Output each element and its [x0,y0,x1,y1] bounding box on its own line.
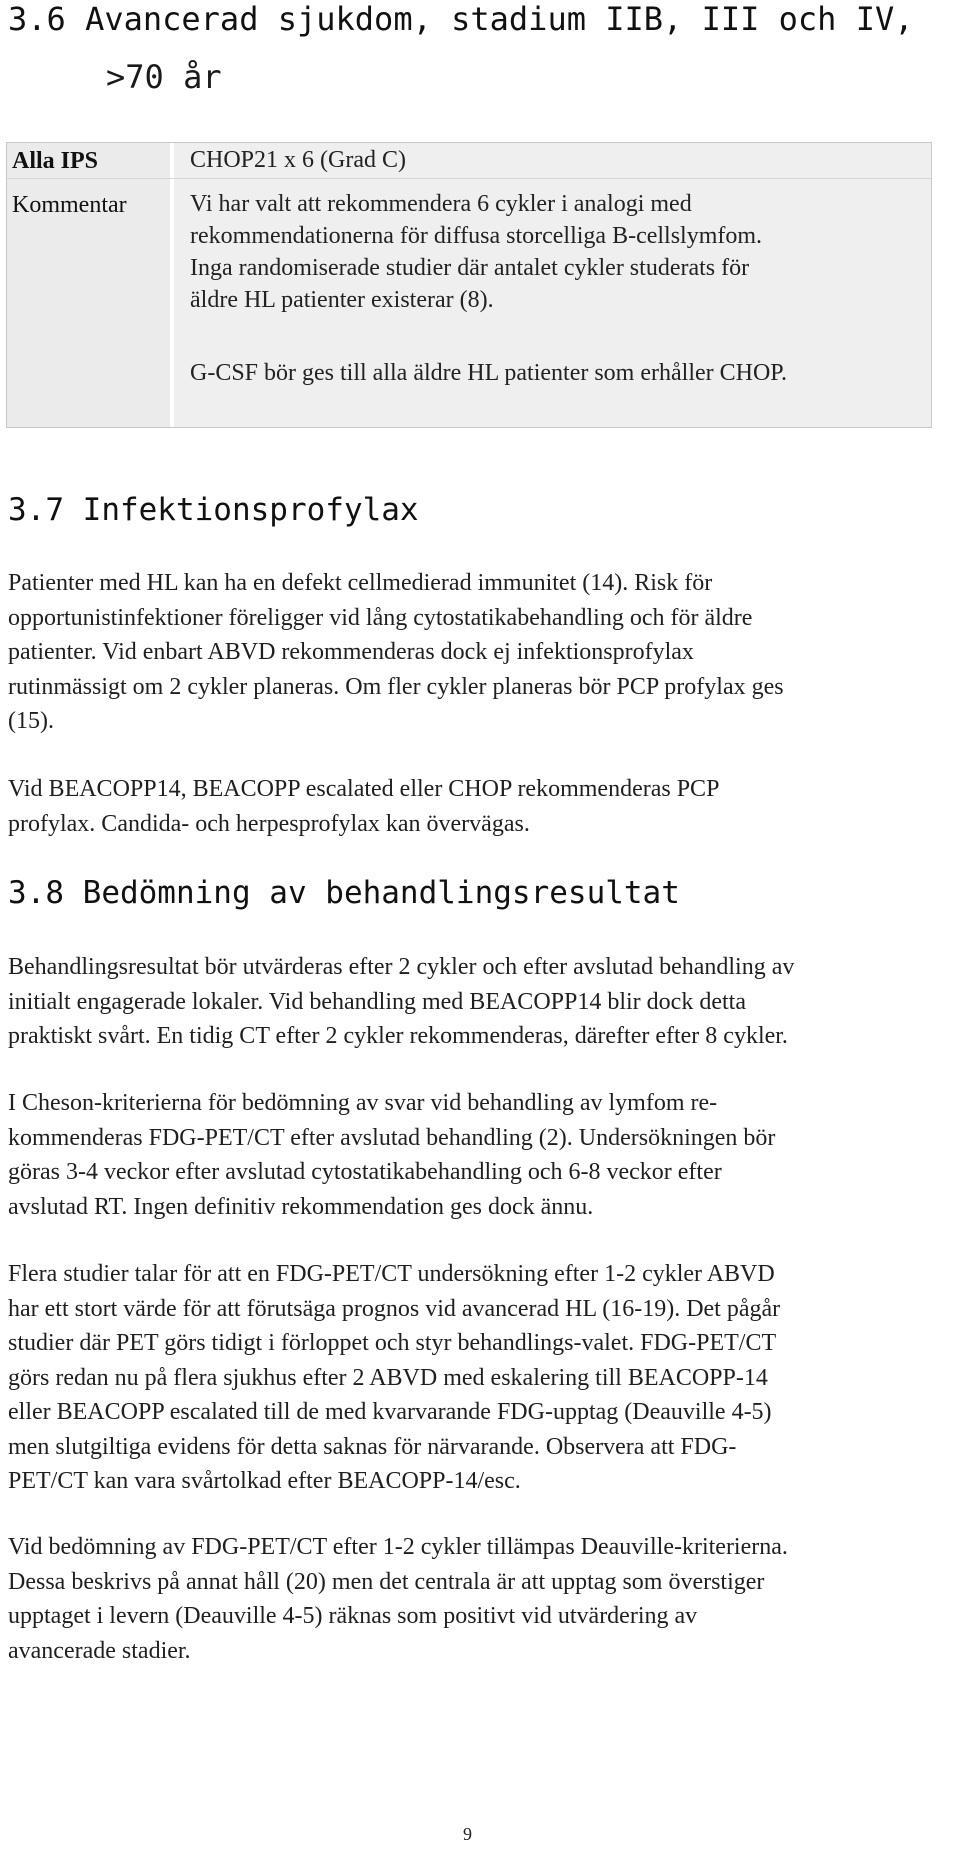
section-3-8-paragraph-1 [8,950,938,1054]
text-line: görs redan nu på flera sjukhus efter 2 ABVD med eskalering till BEACOPP-14 [8,1364,768,1391]
text-line: Vid bedömning av FDG-PET/CT efter 1-2 cykler tillämpas Deauville-kriterierna. [8,1534,788,1560]
table-row2-line: Vi har valt att rekommendera 6 cykler i analogi med [190,191,692,217]
text-line: rutinmässigt om 2 cykler planeras. Om fler cykler planeras bör PCP profylax ges [8,673,784,700]
table-row1-label: Alla IPS [12,148,99,174]
table-row2-value [190,188,762,316]
text-line: göras 3-4 veckor efter avslutad cytostatikabehandling och 6-8 veckor efter [8,1159,722,1185]
table-row2-line: äldre HL patienter existerar (8). [190,287,494,313]
text-line: I Cheson-kriterierna för bedömning av svar vid behandling av lymfom re- [8,1090,718,1116]
table-row2-gcsf: G-CSF bör ges till alla äldre HL patienter som erhåller CHOP. [190,360,787,386]
text-line: opportunistinfektioner föreligger vid lång cytostatikabehandling och för äldre [8,604,753,631]
text-line: Behandlingsresultat bör utvärderas efter 2 cykler och efter avslutad behandling av [8,954,795,980]
text-line: studier där PET görs tidigt i förloppet och styr behandlings-valet. FDG-PET/CT [8,1330,777,1356]
text-line: men slutgiltiga evidens för detta saknas för närvarande. Observera att FDG- [8,1433,737,1460]
text-line: Vid BEACOPP14, BEACOPP escalated eller CHOP rekommenderas PCP [8,776,720,802]
text-line: avslutad RT. Ingen definitiv rekommendation ges dock ännu. [8,1193,594,1220]
recommendation-table [6,142,932,428]
text-line: Flera studier talar för att en FDG-PET/CT undersökning efter 1-2 cykler ABVD [8,1261,775,1287]
table-row-divider [6,142,932,179]
section-3-8-paragraph-3 [8,1257,938,1499]
text-line: eller BEACOPP escalated till de med kvarvarande FDG-upptag (Deauville 4-5) [8,1399,772,1425]
table-row2-label: Kommentar [12,192,127,218]
text-line: Patienter med HL kan ha en defekt cellmedierad immunitet (14). Risk för [8,570,713,596]
text-line: upptaget i levern (Deauville 4-5) räknas som positivt vid utvärdering av [8,1603,698,1629]
text-line: Dessa beskrivs på annat håll (20) men det centrala är att upptag som överstiger [8,1568,765,1595]
text-line: avancerade stadier. [8,1637,191,1664]
section-3-6-heading: 3.6 Avancerad sjukdom, stadium IIB, III och IV, [8,0,914,38]
text-line: initialt engagerade lokaler. Vid behandling med BEACOPP14 blir dock detta [8,988,746,1015]
text-line: profylax. Candida- och herpesprofylax kan övervägas. [8,810,530,837]
text-line: PET/CT kan vara svårtolkad efter BEACOPP-14/esc. [8,1468,521,1494]
section-3-7-paragraph-2 [8,772,938,841]
section-3-7-heading: 3.7 Infektionsprofylax [8,492,419,528]
text-line: praktiskt svårt. En tidig CT efter 2 cykler rekommenderas, därefter efter 8 cykler. [8,1023,788,1049]
section-3-7-paragraph-1 [8,566,938,739]
section-3-8-paragraph-2 [8,1086,938,1224]
table-row1-value: CHOP21 x 6 (Grad C) [190,147,406,173]
text-line: kommenderas FDG-PET/CT efter avslutad behandling (2). Undersökningen bör [8,1124,776,1151]
table-row2-line: Inga randomiserade studier där antalet cykler studerats för [190,255,750,281]
section-3-8-heading: 3.8 Bedömning av behandlingsresultat [8,875,680,911]
text-line: (15). [8,708,54,734]
section-3-6-heading-cont: >70 år [106,58,222,96]
text-line: patienter. Vid enbart ABVD rekommenderas dock ej infektionsprofylax [8,639,694,665]
text-line: har ett stort värde för att förutsäga prognos vid avancerad HL (16-19). Det pågår [8,1295,781,1322]
section-3-8-paragraph-4 [8,1530,938,1668]
page-number: 9 [463,1824,472,1844]
table-row2-line: rekommendationerna för diffusa storcelliga B-cellslymfom. [190,223,763,249]
